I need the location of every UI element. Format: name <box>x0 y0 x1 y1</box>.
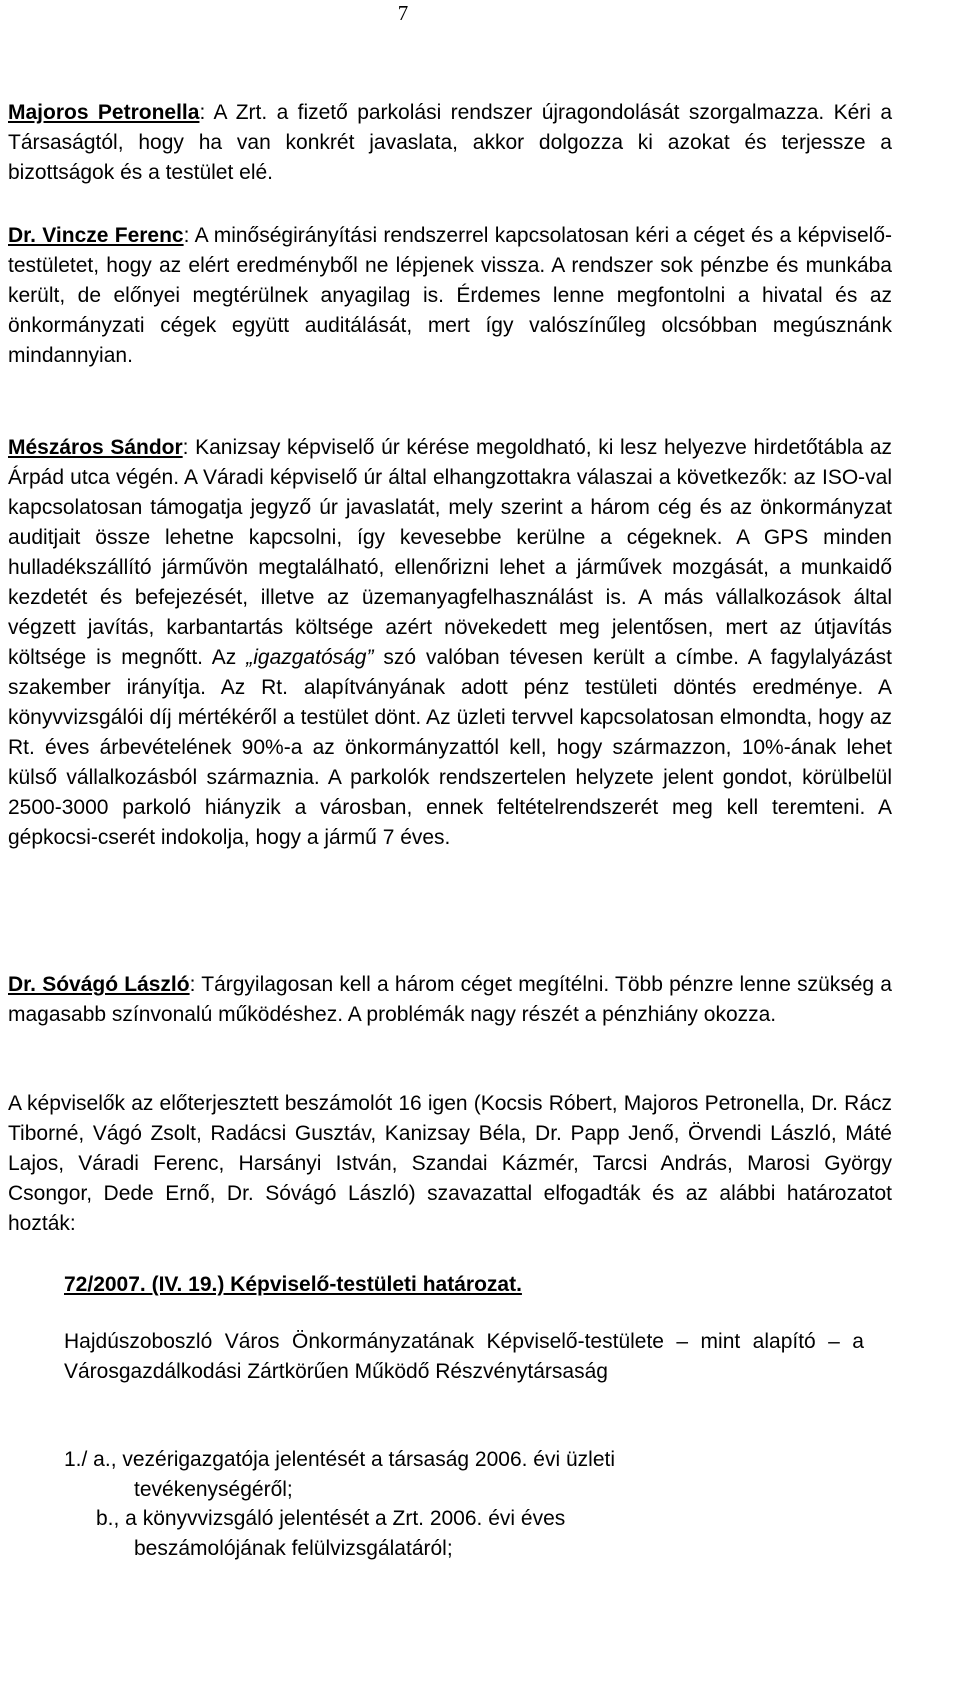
item-line: beszámolójának felülvizsgálatáról; <box>134 1537 453 1560</box>
speaker-name: Dr. Sóvágó László <box>8 973 190 996</box>
paragraph-text: : Tárgyilagosan kell a három céget megítélni. Több pénzre lenne szükség a magasabb színvonalú működéshez. A problémák nagy részét a pénzhiány okozza. <box>8 973 892 1026</box>
paragraph-vincze <box>8 221 892 371</box>
decision-title: 72/2007. (IV. 19.) Képviselő-testületi határozat. <box>64 1273 522 1296</box>
paragraph-text: szó valóban tévesen került a címbe. A fagylalyázást szakember irányítja. Az Rt. alapítványának adott pénz testületi döntés eredménye. A könyvvizsgálói díj mértékéről a testület dönt. Az üzleti tervvel kapcsolatosan elmondta, hogy az Rt. éves árbevételének 90%-a az önkormányzattól kell, hogy származzon, 10%-ának lehet külső vállalkozásból származnia. A parkolók rendszertelen helyzete jelent gondot, körülbelül 2500-3000 parkoló hiányzik a városban, ennek feltételrendszerét meg kell teremteni. A gépkocsi-cserét indokolja, hogy a jármű 7 éves. <box>8 646 892 849</box>
speaker-name: Majoros Petronella <box>8 101 200 124</box>
speaker-name: Mészáros Sándor <box>8 436 183 459</box>
decision-item-1b <box>96 1504 636 1564</box>
paragraph-text: : Kanizsay képviselő úr kérése megoldható, ki lesz helyezve hirdetőtábla az Árpád utca végén. A Váradi képviselő úr által elhangzottakra válaszai a következők: az ISO-val kapcsolatosan támogatja jegyző úr javaslatát, mely szerint a három cég és az önkormányzat auditjait össze lehetne kapcsolni, így kevesebbe kerülne a cégeknek. A GPS minden hulladékszállító járművön megtalálható, ellenőrizni lehet a járművek mozgását, a munkaidő kezdetét és befejezését, illetve az üzemanyagfelhasználást is. A más vállalkozások által végzett javítás, karbantartás költsége azért növekedett meg jelentősen, mert az útjavítás költsége is megnőtt. Az <box>8 436 892 669</box>
paragraph-sovago <box>8 970 892 1030</box>
paragraph-text: : A Zrt. a fizető parkolási rendszer újragondolását szorgalmazza. Kéri a Társaságtól, hogy ha van konkrét javaslata, akkor dolgozza ki azokat és terjessze a bizottságok és a testület elé. <box>8 101 893 184</box>
decision-intro: Hajdúszoboszló Város Önkormányzatának Képviselő-testülete – mint alapító – a Városgazdálkodási Zártkörűen Működő Részvénytársaság <box>64 1330 864 1383</box>
paragraph-text: A képviselők az előterjesztett beszámolót 16 igen (Kocsis Róbert, Majoros Petronella, Dr. Rácz Tiborné, Vágó Zsolt, Radácsi Gusztáv, Kanizsay Béla, Dr. Papp Jenő, Örvendi László, Máté Lajos, Váradi Ferenc, Harsányi István, Szandai Kázmér, Tarcsi András, Marosi György Csongor, Dede Ernő, Dr. Sóvágó László) szavazattal elfogadták és az alábbi határozatot hozták: <box>8 1092 892 1235</box>
paragraph-vote <box>8 1089 892 1239</box>
paragraph-meszaros <box>8 433 892 853</box>
item-line: b., a könyvvizsgáló jelentését a Zrt. 2006. évi éves <box>96 1507 566 1530</box>
item-line: 1./ a., vezérigazgatója jelentését a társaság 2006. évi üzleti <box>64 1448 616 1471</box>
decision-item-1a <box>64 1445 624 1505</box>
speaker-name: Dr. Vincze Ferenc <box>8 224 184 247</box>
page-number: 7 <box>397 1 409 25</box>
item-line: tevékenységéről; <box>134 1478 293 1501</box>
paragraph-text: : A minőségirányítási rendszerrel kapcsolatosan kéri a céget és a képviselő-testületet, hogy az elért eredményből ne lépjenek vissza. A rendszer sok pénzbe és munkába került, de előnyei megtérülnek anyagilag is. Érdemes lenne megfontolni a hivatal és az önkormányzati cégek együtt auditálását, mert így valószínűleg olcsóbban megúsznánk mindannyian. <box>8 224 892 367</box>
paragraph-majoros <box>8 98 892 188</box>
quoted-term: „igazgatóság” <box>246 646 374 669</box>
